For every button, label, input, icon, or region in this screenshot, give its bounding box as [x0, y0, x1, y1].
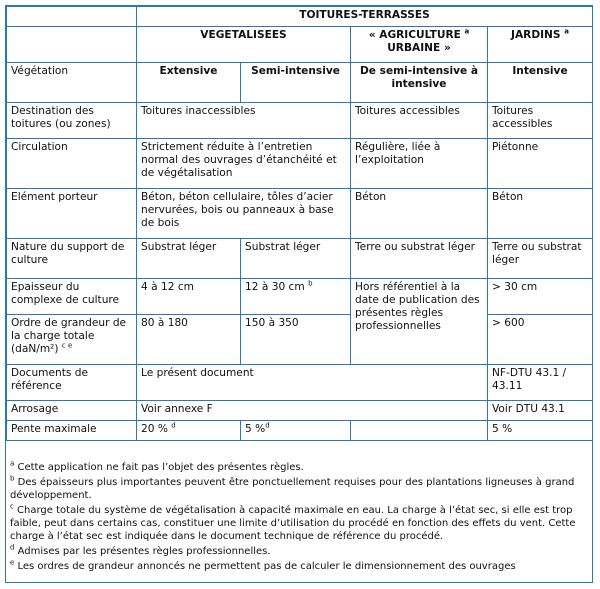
epaisseur-jardins: > 30 cm: [488, 279, 593, 315]
ordre-semi-intensive: 150 à 350: [241, 315, 351, 365]
destination-agriculture: Toitures accessibles: [351, 103, 488, 139]
jardins-label: JARDINS: [511, 29, 561, 41]
row-nature: [7, 239, 593, 279]
pente-semi-value: 5 %: [245, 423, 266, 435]
footnote-mark: d: [10, 543, 15, 552]
empty-corner-2: [7, 27, 137, 63]
ordre-jardins: > 600: [488, 315, 593, 365]
label-vegetation: Végétation: [7, 63, 137, 103]
row-vegetation: [7, 63, 593, 103]
epaisseur-extensive: 4 à 12 cm: [137, 279, 241, 315]
footnotes: [6, 459, 592, 577]
porteur-agriculture: Béton: [351, 189, 488, 239]
nature-extensive: Substrat léger: [137, 239, 241, 279]
vegetalisees-header: VEGETALISEES: [137, 27, 351, 63]
footnote-a: [10, 461, 588, 474]
documents-value: Le présent document: [137, 365, 488, 401]
footnote-text: Charge totale du système de végétalisation à capacité maximale en eau. La charge à l’état sec, si elle est trop faible, peut dans certains cas, constituer une limite d’utilisation du procédé en fonction des effets du vent. Cette charge à l’état sec est indiquée dans le document technique de référence du procédé.: [10, 505, 576, 542]
ordre-label-text: Ordre de grandeur de la charge totale (daN/m²): [11, 317, 127, 355]
circulation-agriculture: Régulière, liée à l’exploitation: [351, 139, 488, 189]
circulation-jardins: Piétonne: [488, 139, 593, 189]
destination-jardins: Toitures accessibles: [488, 103, 593, 139]
pente-semi-mark: d: [265, 421, 270, 430]
nature-jardins: Terre ou substrat léger: [488, 239, 593, 279]
footnote-d: [10, 545, 588, 558]
label-pente: Pente maximale: [7, 421, 137, 441]
footnote-c: [10, 504, 588, 543]
epaisseur-agriculture: Hors référentiel à la date de publication des présentes règles professionnelles: [351, 279, 488, 365]
agriculture-line2: URBAINE »: [387, 42, 451, 54]
row-pente: [7, 421, 593, 441]
footnote-mark: c: [10, 502, 14, 511]
pente-jardins: 5 %: [488, 421, 593, 441]
epaisseur-semi-intensive: [241, 279, 351, 315]
footnote-mark: a: [10, 459, 15, 468]
roof-table-document: [5, 5, 593, 583]
pente-extensive-value: 20 %: [141, 423, 168, 435]
footnote-text: Des épaisseurs plus importantes peuvent être ponctuellement requises pour des plantations ligneuses à grand développement.: [10, 477, 575, 501]
epaisseur-note-mark: b: [308, 279, 313, 288]
label-destination: Destination des toitures (ou zones): [7, 103, 137, 139]
label-ordre: [7, 315, 137, 365]
vegetation-semi-intensive: Semi-intensive: [241, 63, 351, 103]
porteur-vegetalisees: Béton, béton cellulaire, tôles d’acier nervurées, bois ou panneaux à base de bois: [137, 189, 351, 239]
row-ordre: [7, 315, 593, 365]
vegetation-agriculture: De semi-intensive à intensive: [351, 63, 488, 103]
row-epaisseur: [7, 279, 593, 315]
jardins-header: [488, 27, 593, 63]
nature-semi-intensive: Substrat léger: [241, 239, 351, 279]
row-circulation: [7, 139, 593, 189]
footnote-text: Admises par les présentes règles professionnelles.: [17, 546, 271, 557]
label-documents: Documents de référence: [7, 365, 137, 401]
documents-jardins: NF-DTU 43.1 / 43.11: [488, 365, 593, 401]
footnote-e: [10, 560, 588, 573]
pente-semi-intensive: [241, 421, 351, 441]
circulation-vegetalisees: Strictement réduite à l’entretien normal des ouvrages d’étanchéité et de végétalisation: [137, 139, 351, 189]
row-arrosage: [7, 401, 593, 421]
nature-agriculture: Terre ou substrat léger: [351, 239, 488, 279]
footnote-mark: e: [10, 558, 15, 567]
label-nature: Nature du support de culture: [7, 239, 137, 279]
label-circulation: Circulation: [7, 139, 137, 189]
agriculture-urbaine-header: [351, 27, 488, 63]
pente-extensive-mark: d: [171, 421, 176, 430]
ordre-extensive: 80 à 180: [137, 315, 241, 365]
agriculture-note-mark: a: [464, 27, 470, 36]
epaisseur-semi-value: 12 à 30 cm: [245, 281, 305, 293]
jardins-note-mark: a: [564, 27, 569, 36]
ordre-note-mark: c e: [61, 341, 73, 350]
label-porteur: Elément porteur: [7, 189, 137, 239]
arrosage-jardins: Voir DTU 43.1: [488, 401, 593, 421]
porteur-jardins: Béton: [488, 189, 593, 239]
label-epaisseur: Epaisseur du complexe de culture: [7, 279, 137, 315]
footnote-text: Cette application ne fait pas l’objet des présentes règles.: [17, 462, 304, 473]
pente-extensive: [137, 421, 241, 441]
pente-agriculture: [351, 421, 488, 441]
header-row-1: [7, 7, 593, 27]
row-porteur: [7, 189, 593, 239]
row-destination: [7, 103, 593, 139]
footnote-b: [10, 476, 588, 502]
destination-vegetalisees: Toitures inaccessibles: [137, 103, 351, 139]
toitures-terrasses-header: TOITURES-TERRASSES: [137, 7, 593, 27]
vegetation-extensive: Extensive: [137, 63, 241, 103]
roof-table: [6, 6, 593, 441]
label-arrosage: Arrosage: [7, 401, 137, 421]
agriculture-line1: « AGRICULTURE: [368, 29, 461, 41]
vegetation-jardins: Intensive: [488, 63, 593, 103]
empty-corner: [7, 7, 137, 27]
footnote-text: Les ordres de grandeur annoncés ne permettent pas de calculer le dimensionnement des ouvrages: [17, 561, 516, 572]
row-documents: [7, 365, 593, 401]
header-row-2: [7, 27, 593, 63]
arrosage-value: Voir annexe F: [137, 401, 488, 421]
footnote-mark: b: [10, 474, 15, 483]
